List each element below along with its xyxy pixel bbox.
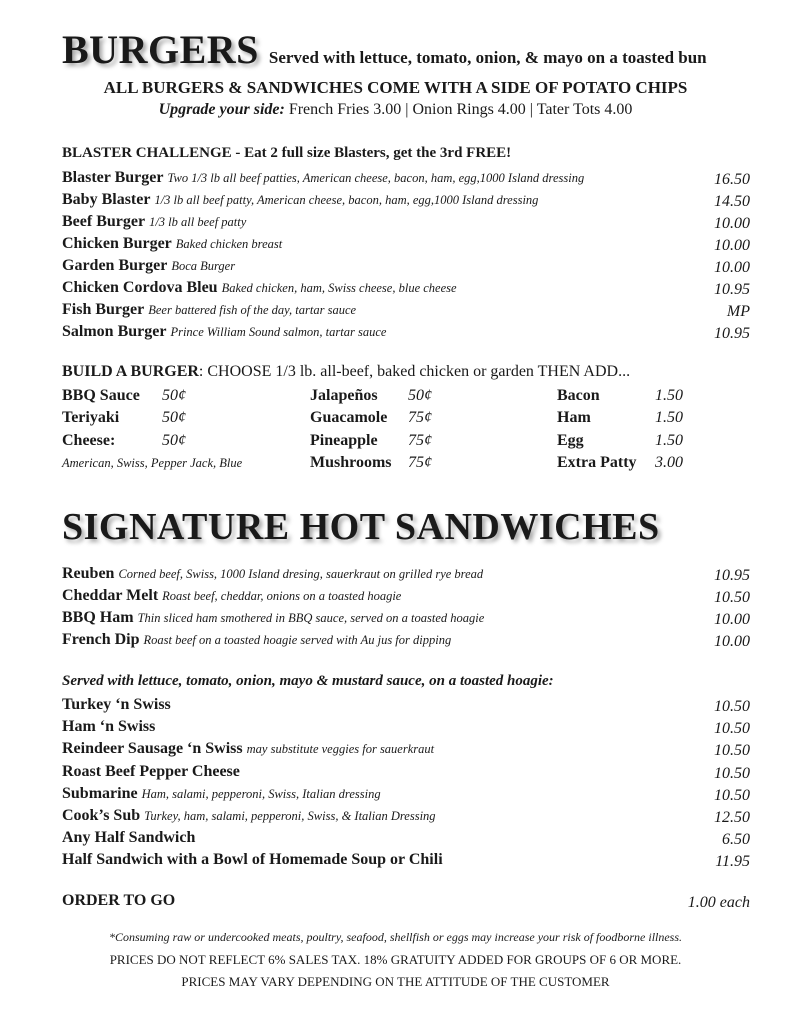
order-to-go-label: ORDER TO GO (62, 892, 176, 909)
menu-item (62, 321, 750, 343)
addon-name: Mushrooms (310, 453, 392, 471)
item-description: Roast beef on a toasted hoagie served with Au jus for dipping (143, 633, 452, 647)
item-name: Baby Blaster (62, 191, 151, 208)
item-name: Fish Burger (62, 301, 145, 318)
upgrade-line (0, 101, 791, 119)
menu-item (62, 827, 750, 849)
order-to-go-price: 1.00 each (687, 894, 750, 911)
menu-item (62, 783, 750, 805)
item-description: Boca Burger (171, 259, 236, 273)
burgers-heading (62, 26, 707, 73)
item-name: Turkey ‘n Swiss (62, 696, 171, 713)
upgrade-label: Upgrade your side: (158, 101, 285, 118)
item-name: Ham ‘n Swiss (62, 718, 156, 736)
hoagie-header: Served with lettuce, tomato, onion, mayo & mustard sauce, on a toasted hoagie: (62, 673, 554, 689)
item-description: Ham, salami, pepperoni, Swiss, Italian dressing (141, 786, 381, 801)
addon-price: 1.50 (655, 431, 683, 449)
item-name: Cheddar Melt (62, 587, 159, 604)
attitude-notice: PRICES MAY VARY DEPENDING ON THE ATTITUDE OF THE CUSTOMER (181, 974, 610, 989)
menu-item (62, 607, 750, 629)
item-price: MP (726, 303, 750, 320)
addon-price: 50¢ (162, 409, 186, 427)
menu-item (62, 233, 750, 255)
item-price: 14.50 (714, 193, 750, 210)
item-price: 10.00 (714, 215, 750, 232)
menu-item (62, 299, 750, 321)
item-price: 10.00 (714, 259, 750, 276)
item-price: 12.50 (714, 809, 750, 826)
item-price: 10.00 (714, 611, 750, 628)
item-description: Corned beef, Swiss, 1000 Island dresing, sauerkraut on grilled rye bread (118, 567, 484, 581)
item-price: 10.95 (714, 325, 750, 342)
item-description: Baked chicken, ham, Swiss cheese, blue cheese (221, 281, 457, 295)
item-price: 10.50 (714, 764, 750, 782)
order-to-go (62, 890, 750, 912)
foodborne-warning: *Consuming raw or undercooked meats, poultry, seafood, shellfish or eggs may increase your risk of foodborne illness. (108, 930, 683, 944)
menu-item (62, 255, 750, 277)
item-description: Beer battered fish of the day, tartar sauce (148, 303, 357, 317)
item-name: BBQ Ham (62, 609, 134, 626)
item-name: Submarine (62, 784, 138, 802)
item-description: Turkey, ham, salami, pepperoni, Swiss, & Italian Dressing (144, 809, 436, 823)
addon-name: BBQ Sauce (62, 387, 140, 404)
build-label: BUILD A BURGER (62, 363, 199, 380)
item-name: Blaster Burger (62, 169, 164, 186)
item-name: Beef Burger (62, 213, 146, 230)
upgrade-options: French Fries 3.00 | Onion Rings 4.00 | Tater Tots 4.00 (288, 101, 633, 118)
item-price: 11.95 (715, 853, 750, 871)
build-a-burger-heading (62, 363, 630, 381)
addon-name: Bacon (557, 387, 600, 404)
menu-item (62, 716, 750, 738)
burgers-title: BURGERS (62, 27, 259, 72)
item-name: Salmon Burger (62, 323, 167, 340)
menu-item (62, 694, 750, 716)
item-price: 10.50 (714, 742, 750, 760)
item-name: Half Sandwich with a Bowl of Homemade Soup or Chili (62, 851, 443, 869)
addon-name: Extra Patty (557, 453, 637, 471)
item-description: Thin sliced ham smothered in BBQ sauce, served on a toasted hoagie (137, 611, 485, 625)
addon-name: Egg (557, 431, 584, 449)
item-name: Any Half Sandwich (62, 829, 196, 847)
menu-item (62, 277, 750, 299)
item-price: 10.50 (714, 589, 750, 606)
cheese-options: American, Swiss, Pepper Jack, Blue (62, 456, 243, 470)
item-name: Chicken Cordova Bleu (62, 279, 218, 296)
item-price: 16.50 (714, 171, 750, 188)
menu-item (62, 805, 750, 827)
addon-name: Teriyaki (62, 409, 120, 427)
menu-item (62, 761, 750, 783)
item-price: 10.50 (714, 786, 750, 804)
menu-item (62, 629, 750, 651)
sandwiches-title: SIGNATURE HOT SANDWICHES (62, 506, 660, 548)
item-description: may substitute veggies for sauerkraut (246, 742, 435, 757)
menu-item (62, 189, 750, 211)
item-name: Reindeer Sausage ‘n Swiss (62, 740, 243, 758)
item-price: 10.50 (714, 698, 750, 715)
item-price: 10.00 (714, 237, 750, 254)
item-description: Two 1/3 lb all beef patties, American cheese, bacon, ham, egg,1000 Island dressing (167, 171, 585, 185)
item-description: Prince William Sound salmon, tartar sauce (170, 325, 387, 339)
addon-price: 1.50 (655, 387, 683, 404)
burgers-subtitle: Served with lettuce, tomato, onion, & mayo on a toasted bun (268, 48, 707, 67)
addon-price: 50¢ (162, 387, 186, 404)
item-price: 10.95 (714, 567, 750, 584)
item-name: Reuben (62, 565, 115, 582)
addon-price: 75¢ (408, 453, 432, 471)
addon-price: 50¢ (162, 431, 186, 449)
addon-name: Guacamole (310, 409, 388, 427)
addon-price: 50¢ (408, 387, 432, 404)
item-price: 6.50 (722, 831, 750, 849)
item-name: Garden Burger (62, 257, 168, 274)
addon-price: 3.00 (655, 453, 683, 471)
addon-name: Pineapple (310, 431, 378, 449)
item-name: Chicken Burger (62, 235, 172, 252)
item-price: 10.50 (714, 720, 750, 738)
item-price: 10.00 (714, 633, 750, 650)
addon-name: Ham (557, 409, 591, 427)
item-description: Roast beef, cheddar, onions on a toasted hoagie (162, 589, 402, 603)
menu-item (62, 849, 750, 871)
menu-item (62, 167, 750, 189)
item-price: 10.95 (714, 281, 750, 298)
addon-price: 1.50 (655, 409, 683, 427)
menu-item (62, 585, 750, 607)
side-note: ALL BURGERS & SANDWICHES COME WITH A SIDE OF POTATO CHIPS (103, 78, 688, 97)
menu-item (62, 211, 750, 233)
addon-name: Cheese: (62, 431, 116, 449)
build-instruction: : CHOOSE 1/3 lb. all-beef, baked chicken or garden THEN ADD... (198, 363, 631, 380)
menu-item (62, 738, 750, 760)
tax-notice: PRICES DO NOT REFLECT 6% SALES TAX. 18% GRATUITY ADDED FOR GROUPS OF 6 OR MORE. (109, 952, 682, 967)
addon-price: 75¢ (408, 431, 432, 449)
addon-name: Jalapeños (310, 387, 378, 404)
item-name: Roast Beef Pepper Cheese (62, 762, 240, 780)
addon-price: 75¢ (408, 409, 432, 427)
item-name: Cook’s Sub (62, 807, 141, 824)
item-description: 1/3 lb all beef patty (149, 215, 247, 229)
item-description: 1/3 lb all beef patty, American cheese, bacon, ham, egg,1000 Island dressing (154, 193, 539, 207)
menu-item (62, 563, 750, 585)
blaster-challenge: BLASTER CHALLENGE - Eat 2 full size Blasters, get the 3rd FREE! (62, 145, 512, 161)
item-description: Baked chicken breast (175, 237, 283, 251)
item-name: French Dip (62, 631, 140, 648)
